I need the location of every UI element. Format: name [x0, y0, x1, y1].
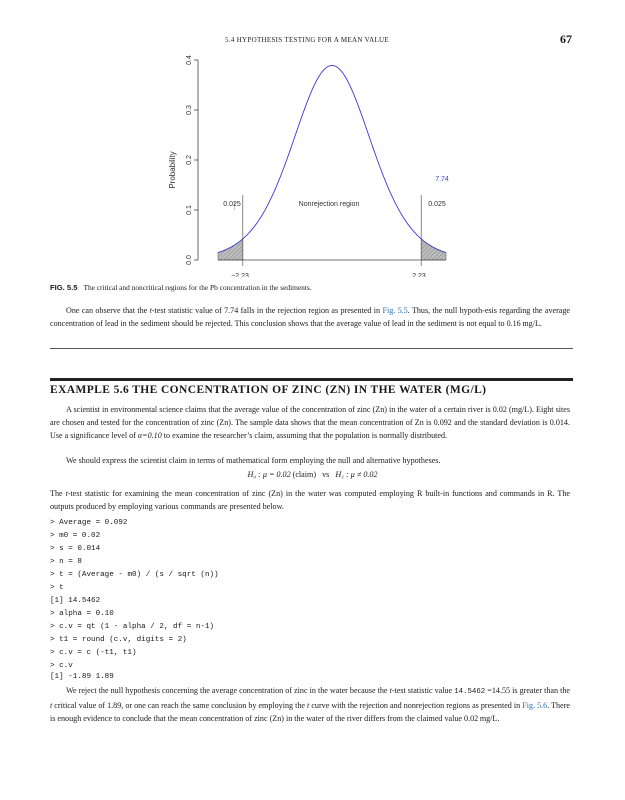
null-hypothesis: H₀ : μ = 0.02	[247, 470, 291, 479]
hypotheses-line: H₀ : μ = 0.02 (claim) vs H₁ : μ ≠ 0.02	[247, 470, 378, 479]
code-line: > c.v = qt (1 - alpha / 2, df = n-1)	[50, 623, 215, 631]
fig-5-5-link[interactable]: Fig. 5.5	[382, 306, 408, 315]
code-line: > t1 = round (c.v, digits = 2)	[50, 636, 187, 644]
y-tick-label: 0.2	[186, 155, 193, 165]
code-line: > m0 = 0.02	[50, 532, 101, 540]
vs-label: vs	[322, 470, 330, 479]
y-tick-label: 0.1	[186, 205, 193, 215]
example-title: EXAMPLE 5.6 THE CONCENTRATION OF ZINC (ZN) IN THE WATER (MG/L)	[50, 384, 487, 396]
paragraph-result: One can observe that the t-test statistic value of 7.74 falls in the rejection region as presented in Fig. 5.5. Thus, the null hypoth-esis regarding the average concentration of lead in the sediment should be rejected. This conclusion shows that the average value of lead in the sediment is not equal to 0.16 mg/L.	[50, 306, 571, 328]
x-tick-left-label: −2.23	[231, 273, 249, 277]
code-line: > c.v = c (-t1, t1)	[50, 649, 137, 657]
y-axis-label: Probability	[168, 151, 177, 189]
right-tail-label: 0.025	[428, 201, 446, 208]
code-line: > n = 8	[50, 558, 82, 566]
code-line: > alpha = 0.10	[50, 610, 114, 618]
running-header: 5.4 HYPOTHESIS TESTING FOR A MEAN VALUE	[225, 36, 389, 44]
figure-caption	[50, 283, 312, 292]
chart-axes	[186, 55, 198, 265]
page-number: 67	[560, 32, 572, 46]
t-distribution-chart	[160, 52, 465, 277]
density-curve	[218, 65, 446, 252]
y-tick-label: 0.4	[186, 55, 193, 65]
nonrejection-label: Nonrejection region	[298, 201, 360, 208]
code-output: [1] 14.5462	[50, 597, 101, 605]
left-tail-label: 0.025	[223, 201, 241, 208]
x-tick-right-label: 2.23	[412, 273, 426, 277]
code-line: > s = 0.014	[50, 545, 101, 553]
y-tick-label: 0.3	[186, 105, 193, 115]
code-output: [1] -1.89 1.89	[50, 673, 114, 681]
paragraph-hypotheses-intro: We should express the scientist claim in terms of mathematical form employing the null and alternative hypotheses.	[66, 456, 441, 465]
example-top-rule	[50, 378, 573, 381]
fig-5-6-link[interactable]: Fig. 5.6	[522, 701, 548, 710]
paragraph-problem: A scientist in environmental science claims that the average value of the concentration of zinc (Zn) in the water of a certain river is 0.02 (mg/L). Eight sites are chosen and tested for the concentration of zinc (Zn). The sample data shows that the mean concentration of Zn is 0.092 and the standard deviation is 0.014. Use a significance level of α=0.10 to examine the researcher’s claim, assuming that the population is normally distributed.	[50, 405, 570, 440]
code-line: > t	[50, 584, 64, 592]
alternative-hypothesis: H₁ : μ ≠ 0.02	[335, 470, 378, 479]
test-statistic-label: 7.74	[435, 176, 449, 183]
code-line: > Average = 0.092	[50, 519, 128, 527]
chart-marks	[218, 65, 446, 266]
paragraph-conclusion: We reject the null hypothesis concerning the average concentration of zinc in the water because the t-test statistic value 14.5462 =14.55 is greater than the t critical value of 1.89, or one can reach the same conclusion by employing the t curve with the rejection and nonrejection regions as presented in Fig. 5.6. There is enough evidence to conclude that the mean concentration of zinc (Zn) in the water of the river differs from the claimed value 0.02 mg/L.	[50, 686, 570, 723]
section-divider	[50, 348, 573, 349]
chart-tail-fills	[218, 239, 446, 260]
code-line: > t = (Average - m0) / (s / sqrt (n))	[50, 571, 219, 579]
y-tick-label: 0.0	[186, 255, 193, 265]
figure-caption-text: The critical and noncritical regions for the Pb concentration in the sediments.	[83, 283, 312, 292]
figure-label: FIG. 5.5	[50, 283, 78, 292]
paragraph-r-intro: The t-test statistic for examining the mean concentration of zinc (Zn) in the water was computed employing R built-in functions and commands in R. The outputs produced by employing various commands are presented below.	[50, 489, 570, 511]
code-line: > c.v	[50, 662, 73, 670]
